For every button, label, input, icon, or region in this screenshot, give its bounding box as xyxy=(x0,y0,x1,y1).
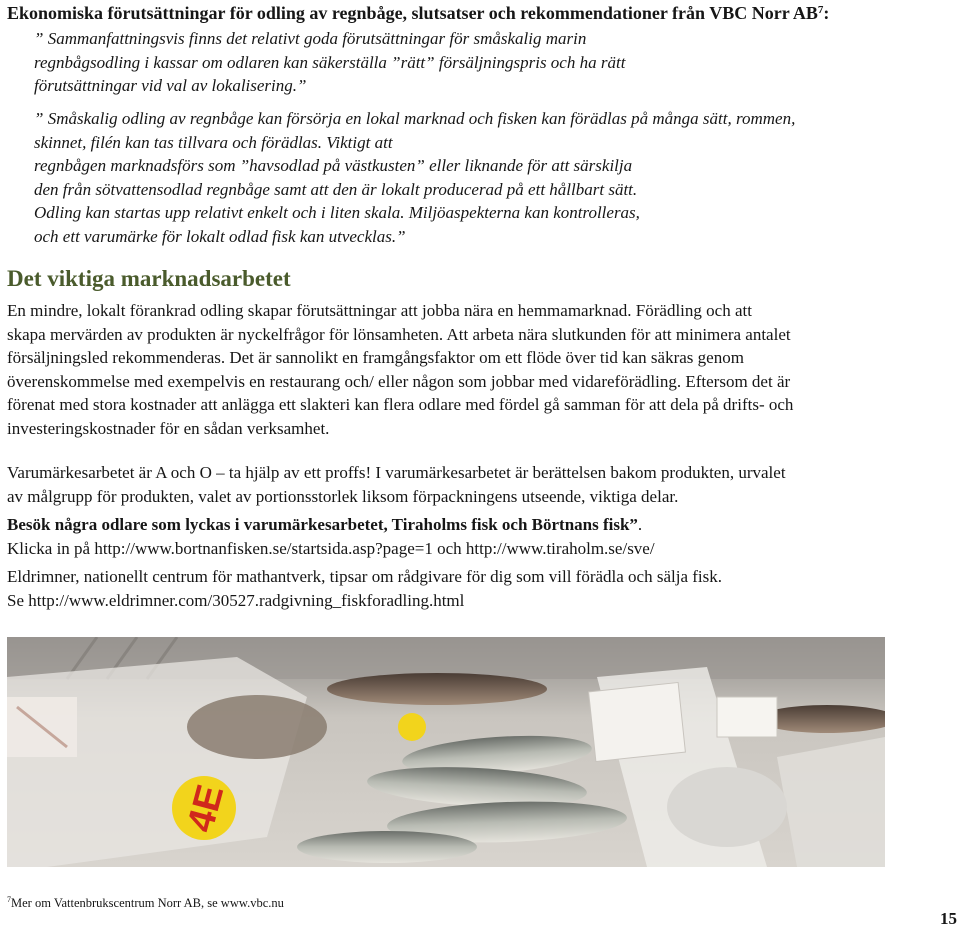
paragraph-visit xyxy=(7,513,957,560)
footnote-text: Mer om Vattenbrukscentrum Norr AB, se www.vbc.nu xyxy=(11,896,284,910)
paragraph-line: av målgrupp för produkten, valet av portionsstorlek liksom förpackningens utseende, viktiga delar. xyxy=(7,486,679,506)
quote-line: ” Sammanfattningsvis finns det relativt goda förutsättningar för småskalig marin xyxy=(34,29,587,48)
paragraph-line: Eldrimner, nationellt centrum för mathantverk, tipsar om rådgivare för dig som vill förädla och sälja fisk. xyxy=(7,567,722,586)
visit-line xyxy=(7,513,957,537)
document-heading xyxy=(7,2,957,24)
footnote-number: 7 xyxy=(7,895,11,904)
section-title: Det viktiga marknadsarbetet xyxy=(7,266,291,291)
visit-links-line[interactable]: Klicka in på http://www.bortnanfisken.se/startsida.asp?page=1 och http://www.tiraholm.se/sve/ xyxy=(7,538,655,558)
visit-bold-end: . xyxy=(637,515,643,534)
paragraph-line: skapa mervärden av produkten är nyckelfrågor för lönsamheten. Att arbeta nära slutkunden för att minimera antalet xyxy=(7,324,791,344)
quote-line: och ett varumärke för lokalt odlad fisk kan utvecklas.” xyxy=(34,226,406,246)
paragraph-line: överenskommelse med exempelvis en restaurang och/ eller någon som jobbar med vidareförädling. Eftersom det är xyxy=(7,371,791,391)
paragraph-brand xyxy=(7,461,957,508)
page-number: 15 xyxy=(940,909,957,928)
price-tag-text: 4E xyxy=(179,780,233,837)
quote-line: förutsättningar vid val av lokalisering.” xyxy=(34,76,307,95)
paragraph-line: Varumärkesarbetet är A och O – ta hjälp av ett proffs! I varumärkesarbetet är berättelsen bakom produkten, urvalet xyxy=(7,463,786,482)
footnote xyxy=(7,895,284,911)
quote-summary xyxy=(34,27,934,98)
paragraph-line: investeringskostnader för en sådan verksamhet. xyxy=(7,418,330,438)
paragraph-eldrimner xyxy=(7,565,957,612)
quote-small-scale xyxy=(34,107,934,248)
paragraph-market xyxy=(7,299,957,440)
paragraph-line: förenat med stora kostnader att anlägga ett slakteri kan flera odlare med fördel gå samman för att dela på drifts- och xyxy=(7,395,794,414)
heading-footnote-ref[interactable]: 7 xyxy=(817,4,824,16)
paragraph-line: försäljningsled rekommenderas. Det är sannolikt en framgångsfaktor om ett flöde över tid kan säkras genom xyxy=(7,348,744,367)
heading-text: Ekonomiska förutsättningar för odling av regnbåge, slutsatser och rekommendationer från VBC Norr AB xyxy=(7,3,818,23)
paragraph-line: En mindre, lokalt förankrad odling skapar förutsättningar att jobba nära en hemmamarknad. Förädling och att xyxy=(7,301,752,320)
heading-suffix: : xyxy=(823,3,830,23)
quote-line: Odling kan startas upp relativt enkelt och i liten skala. Miljöaspekterna kan kontrolleras, xyxy=(34,203,640,222)
fish-counter-photo xyxy=(7,637,885,867)
eldrimner-link-line[interactable]: Se http://www.eldrimner.com/30527.radgivning_fiskforadling.html xyxy=(7,590,465,610)
visit-bold-text: Besök några odlare som lyckas i varumärkesarbetet, Tiraholms fisk och Börtnans fisk” xyxy=(7,515,638,534)
quote-line: regnbågen marknadsförs som ”havsodlad på västkusten” eller liknande för att särskilja xyxy=(34,156,633,175)
quote-line: regnbågsodling i kassar om odlaren kan säkerställa ”rätt” försäljningspris och ha rätt xyxy=(34,52,626,72)
fish-photo-illustration xyxy=(7,637,885,867)
quote-line: skinnet, filén kan tas tillvara och förädlas. Viktigt att xyxy=(34,132,393,152)
quote-line: den från sötvattensodlad regnbåge samt att den är lokalt producerad på ett hållbart sätt. xyxy=(34,179,638,199)
quote-line: ” Småskalig odling av regnbåge kan försörja en lokal marknad och fisken kan förädlas på många sätt, rommen, xyxy=(34,109,796,128)
